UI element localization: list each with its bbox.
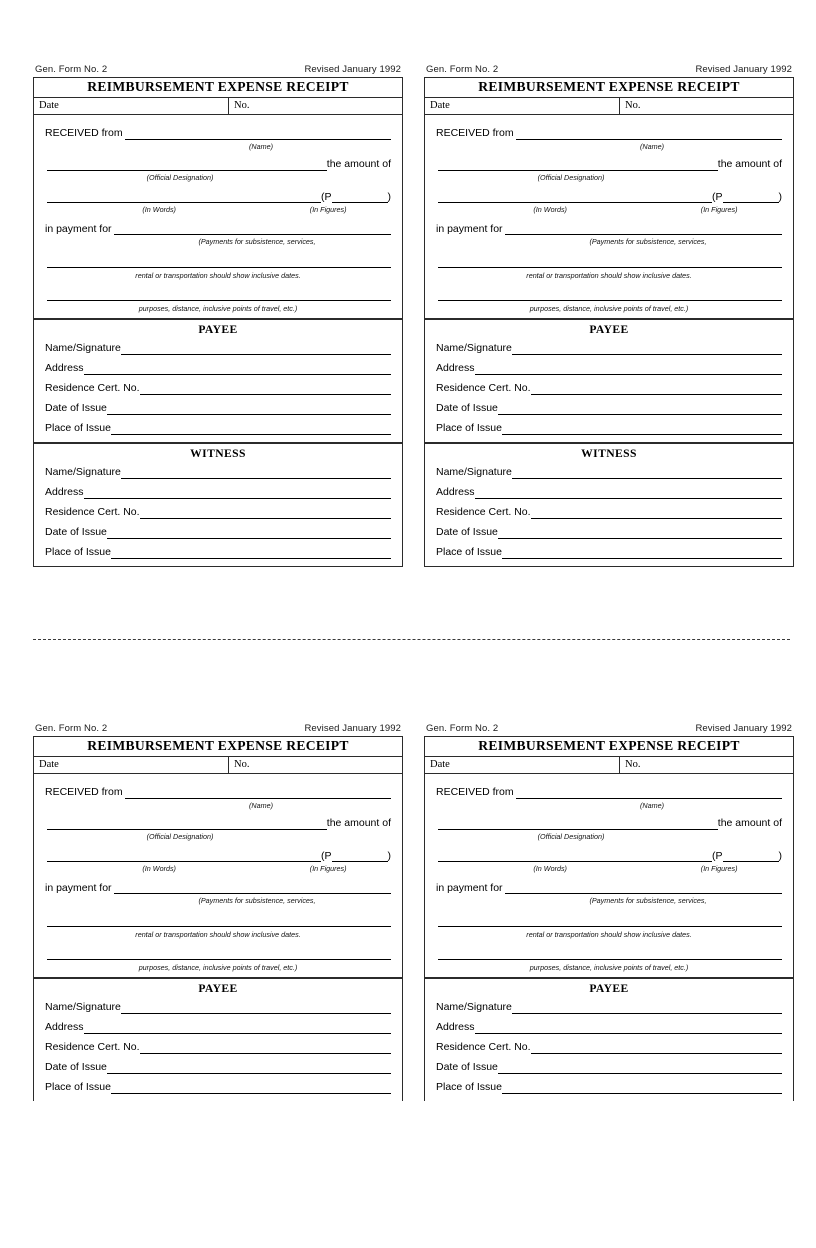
payee-field-label: Residence Cert. No. — [45, 382, 140, 395]
date-number-row — [425, 98, 793, 115]
form-body — [425, 774, 793, 977]
payee-field-label: Residence Cert. No. — [436, 382, 531, 395]
witness-field-input[interactable] — [84, 487, 391, 499]
received-from-label: RECEIVED from — [45, 127, 123, 140]
purpose-row-3 — [436, 289, 782, 302]
payee-field-label: Place of Issue — [436, 1081, 502, 1094]
in-payment-for-input[interactable] — [114, 223, 391, 235]
the-amount-of-label: the amount of — [717, 817, 782, 830]
payee-field-label: Name/Signature — [436, 342, 512, 355]
witness-field-label: Place of Issue — [45, 546, 111, 559]
payee-field-label: Date of Issue — [45, 402, 107, 415]
amount-in-words-input[interactable] — [47, 191, 321, 203]
payee-field-input[interactable] — [111, 1082, 391, 1094]
payee-field-label: Address — [436, 362, 475, 375]
payee-field-input[interactable] — [121, 343, 391, 355]
close-paren-label: ) — [387, 191, 391, 204]
received-from-row — [436, 128, 782, 141]
in-payment-for-label: in payment for — [436, 222, 503, 235]
purpose-input-3[interactable] — [47, 289, 391, 301]
in-payment-for-input[interactable] — [114, 882, 391, 894]
in-words-caption: (In Words) — [142, 864, 176, 874]
witness-row — [436, 507, 782, 520]
amount-in-words-input[interactable] — [438, 850, 712, 862]
official-designation-row — [45, 159, 391, 172]
form-box — [424, 77, 794, 567]
payee-heading: PAYEE — [425, 318, 793, 339]
purpose-row-3 — [436, 948, 782, 961]
name-caption: (Name) — [249, 800, 273, 810]
payee-field-label: Place of Issue — [436, 422, 502, 435]
form-title: REIMBURSEMENT EXPENSE RECEIPT — [34, 737, 402, 757]
purpose-row-2 — [45, 915, 391, 928]
witness-field-label: Name/Signature — [45, 466, 121, 479]
payee-row — [45, 1022, 391, 1035]
received-from-row — [45, 128, 391, 141]
payee-field-input[interactable] — [475, 1022, 782, 1034]
in-figures-caption: (In Figures) — [700, 205, 738, 215]
form-meta-line — [424, 723, 794, 736]
payee-row — [436, 1082, 782, 1095]
received-from-input[interactable] — [125, 787, 391, 799]
receipt-form — [424, 723, 794, 1101]
official-designation-caption: (Official Designation) — [537, 831, 605, 841]
payee-field-label: Name/Signature — [45, 342, 121, 355]
purpose-row-3 — [45, 289, 391, 302]
received-from-row — [436, 787, 782, 800]
purpose-input-3[interactable] — [47, 948, 391, 960]
date-number-row — [34, 98, 402, 115]
number-field[interactable]: No. — [625, 758, 641, 770]
receipt-form — [424, 64, 794, 567]
payee-field-label: Address — [436, 1021, 475, 1034]
close-paren-label: ) — [778, 850, 782, 863]
witness-field-input[interactable] — [121, 467, 391, 479]
amount-in-figures-input[interactable] — [723, 850, 779, 862]
witness-field-label: Address — [436, 486, 475, 499]
payee-field-input[interactable] — [512, 1002, 782, 1014]
purpose-row-2 — [45, 256, 391, 269]
payee-heading: PAYEE — [34, 318, 402, 339]
payee-field-label: Residence Cert. No. — [436, 1041, 531, 1054]
form-meta-line — [33, 64, 403, 77]
received-from-label: RECEIVED from — [436, 786, 514, 799]
peso-symbol-label: (P — [321, 191, 332, 204]
received-from-input[interactable] — [125, 128, 391, 140]
witness-field-label: Date of Issue — [45, 526, 107, 539]
witness-wrapper — [425, 442, 793, 566]
witness-row — [45, 487, 391, 500]
close-paren-label: ) — [387, 850, 391, 863]
witness-row — [45, 547, 391, 560]
payee-row — [436, 1062, 782, 1075]
received-from-input[interactable] — [516, 128, 782, 140]
amount-captions-row — [45, 865, 391, 872]
the-amount-of-label: the amount of — [717, 158, 782, 171]
payee-field-label: Date of Issue — [436, 1061, 498, 1074]
official-designation-input[interactable] — [438, 818, 718, 830]
date-field[interactable]: Date — [425, 757, 620, 773]
form-body — [34, 115, 402, 318]
purpose-input-2[interactable] — [438, 256, 782, 268]
payee-section — [425, 339, 793, 442]
payee-section — [425, 998, 793, 1101]
payee-field-label: Date of Issue — [436, 402, 498, 415]
date-field[interactable]: Date — [425, 98, 620, 114]
purpose-caption-line-3: purposes, distance, inclusive points of travel, etc.) — [138, 962, 298, 972]
purpose-input-2[interactable] — [47, 915, 391, 927]
form-body — [34, 774, 402, 977]
payee-row — [45, 343, 391, 356]
payee-field-input[interactable] — [502, 1082, 782, 1094]
in-payment-for-input[interactable] — [505, 223, 782, 235]
payee-row — [436, 343, 782, 356]
payee-field-input[interactable] — [111, 423, 391, 435]
official-designation-caption: (Official Designation) — [146, 172, 214, 182]
payee-field-input[interactable] — [531, 383, 782, 395]
in-payment-for-row — [436, 882, 782, 895]
payee-row — [45, 403, 391, 416]
date-number-row — [34, 757, 402, 774]
amount-in-figures-input[interactable] — [332, 191, 388, 203]
in-words-caption: (In Words) — [533, 864, 567, 874]
witness-row — [45, 527, 391, 540]
witness-field-label: Residence Cert. No. — [436, 506, 531, 519]
payee-row — [436, 403, 782, 416]
official-designation-caption: (Official Designation) — [537, 172, 605, 182]
payee-section — [34, 339, 402, 442]
witness-field-input[interactable] — [107, 527, 391, 539]
form-box — [33, 77, 403, 567]
purpose-input-3[interactable] — [438, 948, 782, 960]
payee-row — [436, 1022, 782, 1035]
witness-field-input[interactable] — [531, 507, 782, 519]
form-number-label: Gen. Form No. 2 — [426, 64, 499, 75]
received-from-label: RECEIVED from — [45, 786, 123, 799]
purpose-caption-line-3: purposes, distance, inclusive points of travel, etc.) — [529, 962, 689, 972]
amount-in-words-row — [436, 850, 782, 863]
payee-row — [436, 423, 782, 436]
in-payment-for-input[interactable] — [505, 882, 782, 894]
witness-row — [436, 467, 782, 480]
witness-row — [45, 507, 391, 520]
witness-field-input[interactable] — [140, 507, 391, 519]
official-designation-row — [45, 818, 391, 831]
purpose-caption-line-2: rental or transportation should show inclusive dates. — [135, 929, 301, 939]
in-payment-for-label: in payment for — [45, 881, 112, 894]
payee-row — [45, 1062, 391, 1075]
amount-in-words-row — [45, 850, 391, 863]
form-meta-line — [33, 723, 403, 736]
purpose-caption-line-3: purposes, distance, inclusive points of travel, etc.) — [529, 303, 689, 313]
payee-heading: PAYEE — [425, 977, 793, 998]
payee-field-input[interactable] — [475, 363, 782, 375]
payee-field-label: Date of Issue — [45, 1061, 107, 1074]
amount-in-words-input[interactable] — [47, 850, 321, 862]
payee-field-input[interactable] — [512, 343, 782, 355]
purpose-caption-line-1: (Payments for subsistence, services, — [198, 237, 316, 247]
name-caption: (Name) — [640, 800, 664, 810]
witness-section — [425, 463, 793, 566]
form-revision-label: Revised January 1992 — [695, 64, 792, 75]
payee-field-input[interactable] — [498, 403, 782, 415]
in-payment-for-label: in payment for — [45, 222, 112, 235]
witness-row — [436, 547, 782, 560]
close-paren-label: ) — [778, 191, 782, 204]
official-designation-caption: (Official Designation) — [146, 831, 214, 841]
received-from-label: RECEIVED from — [436, 127, 514, 140]
date-field[interactable]: Date — [34, 757, 229, 773]
purpose-input-3[interactable] — [438, 289, 782, 301]
in-figures-caption: (In Figures) — [309, 864, 347, 874]
name-caption: (Name) — [640, 141, 664, 151]
payee-row — [45, 1082, 391, 1095]
payee-field-label: Name/Signature — [436, 1001, 512, 1014]
amount-captions-row — [45, 206, 391, 213]
payee-heading: PAYEE — [34, 977, 402, 998]
form-title: REIMBURSEMENT EXPENSE RECEIPT — [425, 737, 793, 757]
payee-field-input[interactable] — [107, 1062, 391, 1074]
amount-in-figures-input[interactable] — [723, 191, 779, 203]
official-designation-row — [436, 818, 782, 831]
received-from-row — [45, 787, 391, 800]
official-designation-input[interactable] — [47, 159, 327, 171]
witness-field-input[interactable] — [111, 547, 391, 559]
payee-row — [45, 383, 391, 396]
in-figures-caption: (In Figures) — [700, 864, 738, 874]
payee-row — [45, 1002, 391, 1015]
peso-symbol-label: (P — [712, 191, 723, 204]
number-field[interactable]: No. — [234, 758, 250, 770]
payee-field-input[interactable] — [140, 1042, 391, 1054]
payee-field-input[interactable] — [121, 1002, 391, 1014]
date-number-row — [425, 757, 793, 774]
form-revision-label: Revised January 1992 — [304, 64, 401, 75]
witness-heading: WITNESS — [34, 442, 402, 463]
form-number-label: Gen. Form No. 2 — [426, 723, 499, 734]
official-designation-input[interactable] — [47, 818, 327, 830]
the-amount-of-label: the amount of — [326, 158, 391, 171]
peso-symbol-label: (P — [321, 850, 332, 863]
payee-field-label: Address — [45, 1021, 84, 1034]
payee-row — [436, 363, 782, 376]
payee-section — [34, 998, 402, 1101]
witness-wrapper — [34, 442, 402, 566]
amount-in-figures-input[interactable] — [332, 850, 388, 862]
form-title: REIMBURSEMENT EXPENSE RECEIPT — [34, 78, 402, 98]
witness-heading: WITNESS — [425, 442, 793, 463]
purpose-row-2 — [436, 915, 782, 928]
payee-field-input[interactable] — [502, 423, 782, 435]
witness-field-label: Date of Issue — [436, 526, 498, 539]
form-grid-bottom — [33, 723, 794, 1101]
purpose-row-3 — [45, 948, 391, 961]
payee-field-input[interactable] — [498, 1062, 782, 1074]
amount-in-words-row — [436, 191, 782, 204]
form-number-label: Gen. Form No. 2 — [35, 64, 108, 75]
payee-field-label: Address — [45, 362, 84, 375]
purpose-caption-line-2: rental or transportation should show inclusive dates. — [526, 270, 692, 280]
receipt-form — [33, 64, 403, 567]
payee-field-input[interactable] — [531, 1042, 782, 1054]
purpose-input-2[interactable] — [438, 915, 782, 927]
official-designation-row — [436, 159, 782, 172]
purpose-caption-line-3: purposes, distance, inclusive points of travel, etc.) — [138, 303, 298, 313]
official-designation-input[interactable] — [438, 159, 718, 171]
witness-row — [45, 467, 391, 480]
witness-field-label: Place of Issue — [436, 546, 502, 559]
witness-field-label: Name/Signature — [436, 466, 512, 479]
purpose-caption-line-1: (Payments for subsistence, services, — [198, 896, 316, 906]
form-number-label: Gen. Form No. 2 — [35, 723, 108, 734]
witness-row — [436, 487, 782, 500]
receipt-form — [33, 723, 403, 1101]
name-caption: (Name) — [249, 141, 273, 151]
amount-in-words-row — [45, 191, 391, 204]
payee-field-label: Name/Signature — [45, 1001, 121, 1014]
number-field[interactable]: No. — [234, 99, 250, 111]
witness-field-label: Residence Cert. No. — [45, 506, 140, 519]
the-amount-of-label: the amount of — [326, 817, 391, 830]
peso-symbol-label: (P — [712, 850, 723, 863]
form-box — [424, 736, 794, 1101]
amount-captions-row — [436, 865, 782, 872]
date-field[interactable]: Date — [34, 98, 229, 114]
witness-row — [436, 527, 782, 540]
payee-row — [45, 1042, 391, 1055]
in-words-caption: (In Words) — [142, 205, 176, 215]
payee-field-label: Place of Issue — [45, 422, 111, 435]
payee-row — [436, 383, 782, 396]
in-payment-for-label: in payment for — [436, 881, 503, 894]
amount-captions-row — [436, 206, 782, 213]
form-grid-top — [33, 64, 794, 567]
payee-row — [45, 423, 391, 436]
witness-section — [34, 463, 402, 566]
payee-field-input[interactable] — [84, 1022, 391, 1034]
received-from-input[interactable] — [516, 787, 782, 799]
witness-field-input[interactable] — [475, 487, 782, 499]
payee-field-input[interactable] — [140, 383, 391, 395]
form-revision-label: Revised January 1992 — [695, 723, 792, 734]
payee-row — [436, 1002, 782, 1015]
purpose-row-2 — [436, 256, 782, 269]
purpose-caption-line-2: rental or transportation should show inclusive dates. — [526, 929, 692, 939]
form-body — [425, 115, 793, 318]
payee-row — [45, 363, 391, 376]
cut-separator-line — [33, 639, 790, 640]
amount-in-words-input[interactable] — [438, 191, 712, 203]
payee-field-label: Residence Cert. No. — [45, 1041, 140, 1054]
purpose-caption-line-1: (Payments for subsistence, services, — [589, 237, 707, 247]
purpose-input-2[interactable] — [47, 256, 391, 268]
in-payment-for-row — [436, 223, 782, 236]
payee-field-label: Place of Issue — [45, 1081, 111, 1094]
in-payment-for-row — [45, 223, 391, 236]
witness-field-input[interactable] — [512, 467, 782, 479]
form-box — [33, 736, 403, 1101]
payee-field-input[interactable] — [84, 363, 391, 375]
payee-field-input[interactable] — [107, 403, 391, 415]
form-title: REIMBURSEMENT EXPENSE RECEIPT — [425, 78, 793, 98]
in-payment-for-row — [45, 882, 391, 895]
witness-field-label: Address — [45, 486, 84, 499]
purpose-caption-line-2: rental or transportation should show inclusive dates. — [135, 270, 301, 280]
form-meta-line — [424, 64, 794, 77]
witness-field-input[interactable] — [502, 547, 782, 559]
payee-row — [436, 1042, 782, 1055]
form-revision-label: Revised January 1992 — [304, 723, 401, 734]
in-words-caption: (In Words) — [533, 205, 567, 215]
number-field[interactable]: No. — [625, 99, 641, 111]
purpose-caption-line-1: (Payments for subsistence, services, — [589, 896, 707, 906]
witness-field-input[interactable] — [498, 527, 782, 539]
in-figures-caption: (In Figures) — [309, 205, 347, 215]
